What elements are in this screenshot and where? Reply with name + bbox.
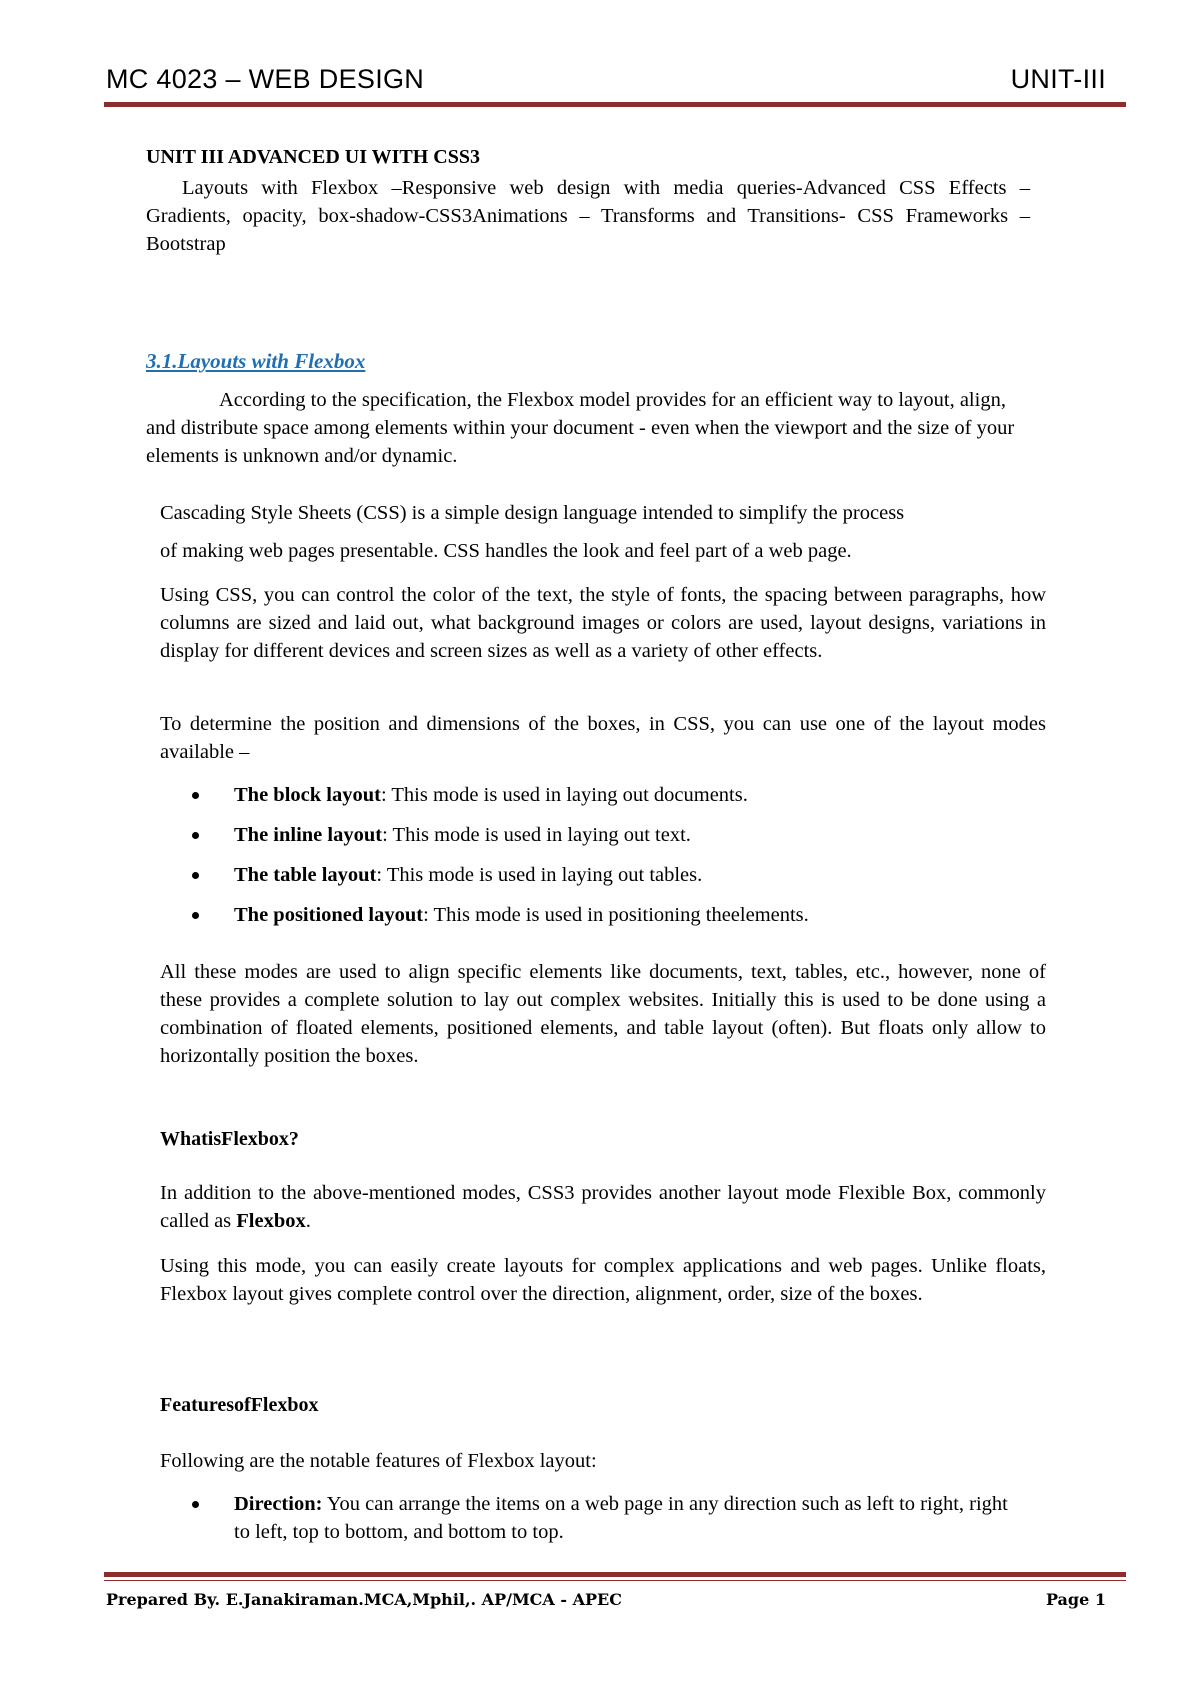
- section-heading: 3.1.Layouts with Flexbox: [146, 349, 366, 373]
- unit-title: UNIT III ADVANCED UI WITH CSS3: [146, 146, 480, 168]
- bullet-icon: [192, 912, 199, 919]
- list-item: [190, 821, 809, 861]
- features-list: [190, 1490, 1020, 1546]
- unit-syllabus: Layouts with Flexbox –Responsive web design with media queries-Advanced CSS Effects – Gradients, opacity, box-shadow-CSS3Animations – Transforms and Transitions- CSS Frameworks – Bootstrap: [146, 177, 1030, 255]
- header-course: MC 4023 – WEB DESIGN: [106, 64, 425, 94]
- bullet-icon: [192, 792, 199, 799]
- list-item: [190, 901, 809, 941]
- header-unit: UNIT-III: [1010, 64, 1106, 94]
- feature-desc: You can arrange the items on a web page in any direction such as left to right, right to left, top to bottom, and bottom to top.: [234, 1493, 1008, 1543]
- layout-modes-list: [190, 781, 809, 941]
- intro-paragraph: According to the specification, the Flexbox model provides for an efficient way to layout, align, and distribute space among elements within your document - even when the viewport and the size of your elements is unknown and/or dynamic.: [146, 389, 1015, 467]
- list-item: [190, 781, 809, 821]
- list-item: [190, 1490, 1020, 1546]
- layout-mode-term: The table layout: [234, 864, 377, 886]
- bullet-icon: [192, 872, 199, 879]
- footer-prepared-by: Prepared By. E.Janakiraman.MCA,Mphil,. AP/MCA - APEC: [106, 1590, 622, 1609]
- what-is-flexbox-paragraph-1: [160, 1179, 1046, 1235]
- footer-page-number: Page 1: [1045, 1590, 1106, 1609]
- features-lead: Following are the notable features of Flexbox layout:: [160, 1450, 597, 1472]
- layout-mode-desc: : This mode is used in positioning theelements.: [423, 904, 809, 926]
- layout-mode-term: The positioned layout: [234, 904, 424, 926]
- features-heading: FeaturesofFlexbox: [160, 1394, 319, 1416]
- footer-rule-thin: [104, 1580, 1126, 1581]
- flexbox-term: Flexbox: [236, 1210, 306, 1232]
- what-is-flexbox-heading: WhatisFlexbox?: [160, 1128, 299, 1150]
- determine-paragraph: To determine the position and dimensions of the boxes, in CSS, you can use one of the layout modes available –: [160, 713, 1046, 763]
- footer-rule-thick: [104, 1572, 1126, 1577]
- flexbox-p1-end: .: [305, 1210, 311, 1232]
- feature-term: Direction:: [234, 1493, 323, 1515]
- layout-mode-desc: : This mode is used in laying out documents.: [380, 784, 748, 806]
- layout-mode-desc: : This mode is used in laying out tables.: [376, 864, 703, 886]
- list-item: [190, 861, 809, 901]
- layout-mode-desc: : This mode is used in laying out text.: [382, 824, 691, 846]
- bullet-icon: [192, 832, 199, 839]
- all-modes-paragraph: All these modes are used to align specific elements like documents, text, tables, etc., however, none of these provides a complete solution to lay out complex websites. Initially this is used to be done using a combination of floated elements, positioned elements, and table layout (often). But floats only allow to horizontally position the boxes.: [160, 961, 1046, 1067]
- css-intro-line-2: of making web pages presentable. CSS handles the look and feel part of a web page.: [160, 540, 852, 562]
- css-intro-line-1: Cascading Style Sheets (CSS) is a simple design language intended to simplify the process: [160, 502, 905, 524]
- using-css-paragraph: Using CSS, you can control the color of the text, the style of fonts, the spacing between paragraphs, how columns are sized and laid out, what background images or colors are used, layout designs, variations in display for different devices and screen sizes as well as a variety of other effects.: [160, 584, 1046, 662]
- bullet-icon: [192, 1501, 199, 1508]
- header-rule: [104, 102, 1126, 107]
- layout-mode-term: The inline layout: [234, 824, 383, 846]
- what-is-flexbox-paragraph-2: Using this mode, you can easily create layouts for complex applications and web pages. Unlike floats, Flexbox layout gives complete control over the direction, alignment, order, size of the boxes.: [160, 1255, 1046, 1305]
- layout-mode-term: The block layout: [234, 784, 381, 806]
- flexbox-p1-text: In addition to the above-mentioned modes, CSS3 provides another layout mode Flexible Box, commonly called as: [160, 1182, 1046, 1232]
